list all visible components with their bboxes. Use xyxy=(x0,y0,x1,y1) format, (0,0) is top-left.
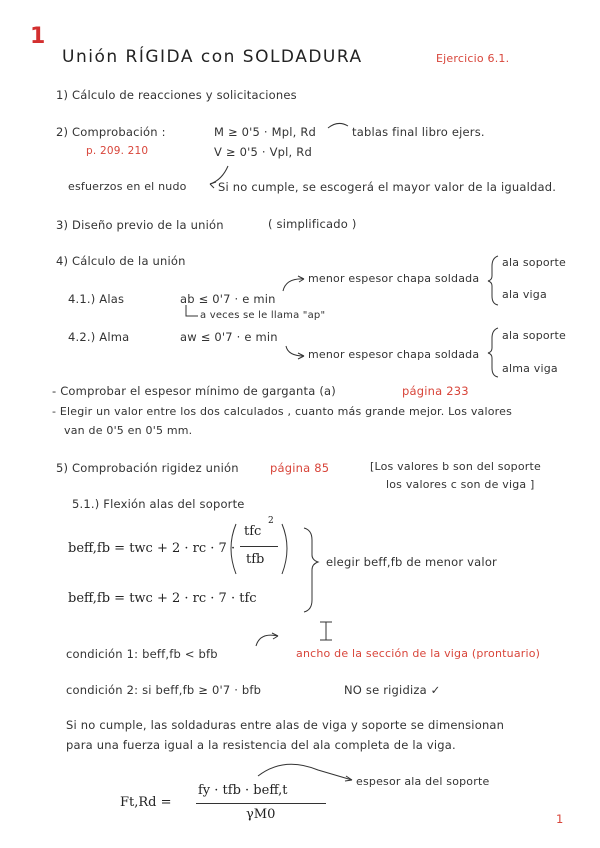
step-2-label: 2) Comprobación : xyxy=(56,125,166,139)
step-5-1: 5.1.) Flexión alas del soporte xyxy=(72,497,245,511)
ala-soporte-2: ala soporte xyxy=(502,329,567,342)
step-4: 4) Cálculo de la unión xyxy=(56,254,186,268)
beff-frac-den: tfb xyxy=(246,552,265,567)
check-choose-2: van de 0'5 en 0'5 mm. xyxy=(64,424,193,437)
step-3: 3) Diseño previo de la unión xyxy=(56,218,224,232)
step-2-eq-shear: V ≥ 0'5 · Vpl, Rd xyxy=(214,145,312,159)
ala-soporte-1: ala soporte xyxy=(502,256,567,269)
step-4-1-sub: a veces se le llama "ap" xyxy=(200,310,326,321)
exercise-label: Ejercicio 6.1. xyxy=(436,52,510,65)
beff-formula-1: beff,fb = twc + 2 · rc · 7 · xyxy=(68,541,236,556)
step-5-page: página 85 xyxy=(270,461,330,475)
step-5: 5) Comprobación rigidez unión xyxy=(56,461,239,475)
check-choose-1: - Elegir un valor entre los dos calculados , cuanto más grande mejor. Los valores xyxy=(52,405,513,418)
condition-1-note: ancho de la sección de la viga (prontuario) xyxy=(296,647,541,660)
beff-frac-num: tfc xyxy=(244,524,262,539)
check-throat-page: página 233 xyxy=(402,384,469,398)
alma-viga: alma viga xyxy=(502,362,558,375)
step-2-page-ref: p. 209. 210 xyxy=(86,145,149,157)
step-4-1-eq: ab ≤ 0'7 · e min xyxy=(180,292,276,306)
page-title: Unión RÍGIDA con SOLDADURA xyxy=(62,47,363,67)
ft-rd-denominator: γM0 xyxy=(246,807,276,822)
step-3-note: ( simplificado ) xyxy=(268,217,357,231)
step-2-tables-note: tablas final libro ejers. xyxy=(352,125,485,139)
condition-2-result: NO se rigidiza ✓ xyxy=(344,683,441,697)
beff-frac-bar xyxy=(240,546,278,547)
ft-rd-lhs: Ft,Rd = xyxy=(120,795,172,810)
condition-1: condición 1: beff,fb < bfb xyxy=(66,647,218,661)
step-5-note-2: los valores c son de viga ] xyxy=(386,478,535,491)
para-line-2: para una fuerza igual a la resistencia del ala completa de la viga. xyxy=(66,738,456,752)
choose-min-beff: elegir beff,fb de menor valor xyxy=(326,555,497,569)
beff-formula-2: beff,fb = twc + 2 · rc · 7 · tfc xyxy=(68,591,257,606)
step-4-2-eq: aw ≤ 0'7 · e min xyxy=(180,330,278,344)
step-2-efforts: esfuerzos en el nudo xyxy=(68,180,187,193)
page-number-top: 1 xyxy=(30,24,46,49)
ft-rd-numerator: fy · tfb · beff,t xyxy=(198,783,288,798)
check-throat: - Comprobar el espesor mínimo de garganta (a) xyxy=(52,384,336,398)
ft-rd-frac-bar xyxy=(196,803,326,804)
page-number-bottom: 1 xyxy=(556,812,564,826)
ft-rd-note: espesor ala del soporte xyxy=(356,775,490,788)
step-1: 1) Cálculo de reacciones y solicitaciones xyxy=(56,88,297,102)
step-5-note-1: [Los valores b son del soporte xyxy=(370,460,541,473)
step-2-else: Si no cumple, se escogerá el mayor valor de la igualdad. xyxy=(218,180,557,194)
beff-frac-exp: 2 xyxy=(268,516,274,526)
thin-plate-note-1: menor espesor chapa soldada xyxy=(308,272,480,285)
step-2-eq-moment: M ≥ 0'5 · Mpl, Rd xyxy=(214,125,317,139)
thin-plate-note-2: menor espesor chapa soldada xyxy=(308,348,480,361)
para-line-1: Si no cumple, las soldaduras entre alas de viga y soporte se dimensionan xyxy=(66,718,505,732)
ala-viga: ala viga xyxy=(502,288,547,301)
step-4-1-label: 4.1.) Alas xyxy=(68,292,125,306)
step-4-2-label: 4.2.) Alma xyxy=(68,330,130,344)
condition-2: condición 2: si beff,fb ≥ 0'7 · bfb xyxy=(66,683,262,697)
